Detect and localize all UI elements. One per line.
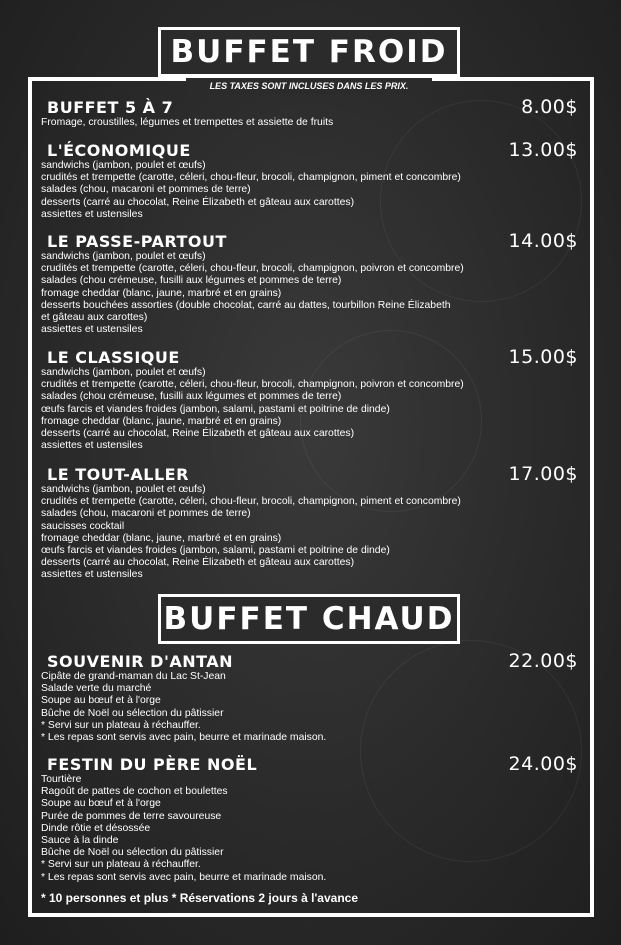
menu-item-price: 24.00$ — [508, 753, 578, 775]
description-line: salades (chou, macaroni et pommes de terre) — [41, 508, 251, 520]
description-line: * Servi sur un plateau à réchauffer. — [41, 719, 201, 731]
menu-item-description — [41, 484, 586, 582]
menu-item-passe-partout — [41, 232, 586, 336]
menu-item-title: SOUVENIR D'ANTAN — [47, 652, 234, 671]
menu-item-buffet-5-a-7 — [41, 98, 586, 129]
description-line: assiettes et ustensiles — [41, 324, 143, 336]
description-line: desserts (carré au chocolat, Reine Élizabeth et gâteau aux carottes) — [41, 196, 355, 208]
description-line: crudités et trempette (carotte, céleri, chou-fleur, brocoli, champignon, piment et concombre) — [41, 496, 461, 508]
menu-item-price: 8.00$ — [521, 96, 578, 118]
description-line: * Les repas sont servis avec pain, beurre et marinade maison. — [41, 871, 327, 883]
description-line: crudités et trempette (carotte, céleri, chou-fleur, brocoli, champignon, piment et concombre) — [41, 172, 461, 184]
menu-item-tout-aller — [41, 465, 586, 582]
menu-item-title: FESTIN DU PÈRE NOËL — [47, 755, 258, 774]
menu-item-description — [41, 251, 586, 336]
description-line: saucisses cocktail — [41, 520, 125, 532]
description-line: Sauce à la dinde — [41, 835, 119, 847]
menu-item-description — [41, 774, 586, 884]
menu-item-price: 22.00$ — [508, 650, 578, 672]
menu-item-economique — [41, 141, 586, 221]
description-line: * Servi sur un plateau à réchauffer. — [41, 859, 201, 871]
menu-item-description — [41, 160, 586, 221]
description-line: œufs farcis et viandes froides (jambon, salami, pastami et poitrine de dinde) — [41, 403, 390, 415]
description-line: Cipâte de grand-maman du Lac St-Jean — [41, 671, 226, 682]
description-line: salades (chou, macaroni et pommes de terre) — [41, 184, 251, 196]
description-line: desserts bouchées assorties (double chocolat, carré au dattes, tourbillon Reine Élizabeth — [41, 299, 451, 311]
description-line: fromage cheddar (blanc, jaune, marbré et en grains) — [41, 532, 282, 544]
menu-item-price: 15.00$ — [508, 346, 578, 368]
description-line: crudités et trempette (carotte, céleri, chou-fleur, brocoli, champignon, poivron et concombre) — [41, 379, 464, 391]
description-line: fromage cheddar (blanc, jaune, marbré et en grains) — [41, 287, 282, 299]
description-line: Tourtière — [41, 774, 82, 785]
description-line: desserts (carré au chocolat, Reine Élizabeth et gâteau aux carottes) — [41, 557, 355, 569]
menu-item-price: 17.00$ — [508, 463, 578, 485]
banner-buffet-chaud: BUFFET CHAUD — [158, 594, 460, 644]
description-line: assiettes et ustensiles — [41, 569, 143, 581]
description-line: sandwichs (jambon, poulet et œufs) — [41, 367, 206, 378]
description-line: Soupe au bœuf et à l'orge — [41, 798, 161, 810]
description-line: sandwichs (jambon, poulet et œufs) — [41, 251, 206, 262]
description-line: desserts (carré au chocolat, Reine Élizabeth et gâteau aux carottes) — [41, 428, 355, 440]
description-line: Ragoût de pattes de cochon et boulettes — [41, 786, 228, 798]
banner-buffet-froid: BUFFET FROID — [158, 27, 460, 77]
description-line: Bûche de Noël ou sélection du pâtissier — [41, 707, 224, 719]
menu-item-price: 13.00$ — [508, 139, 578, 161]
description-line: Soupe au bœuf et à l'orge — [41, 695, 161, 707]
menu-item-classique — [41, 348, 586, 452]
menu-item-title: LE PASSE-PARTOUT — [47, 232, 227, 251]
description-line: crudités et trempette (carotte, céleri, chou-fleur, brocoli, champignon, poivron et concombre) — [41, 263, 464, 275]
menu-item-title: LE TOUT-ALLER — [47, 465, 189, 484]
menu-item-title: LE CLASSIQUE — [47, 348, 180, 367]
menu-item-description — [41, 671, 586, 744]
description-line: assiettes et ustensiles — [41, 440, 143, 452]
menu-item-title: BUFFET 5 À 7 — [47, 98, 174, 117]
menu-item-souvenir-dantan — [41, 652, 586, 744]
description-line: salades (chou crémeuse, fusilli aux légumes et pommes de terre) — [41, 391, 342, 403]
description-line: sandwichs (jambon, poulet et œufs) — [41, 484, 206, 495]
description-line: salades (chou crémeuse, fusilli aux légumes et pommes de terre) — [41, 275, 342, 287]
menu-item-description — [41, 367, 586, 452]
taxes-note: LES TAXES SONT INCLUSES DANS LES PRIX. — [186, 78, 432, 94]
description-line: * Les repas sont servis avec pain, beurre et marinade maison. — [41, 732, 327, 744]
description-line: et gâteau aux carottes) — [41, 312, 148, 324]
description-line: sandwichs (jambon, poulet et œufs) — [41, 160, 206, 171]
description-line: Bûche de Noël ou sélection du pâtissier — [41, 847, 224, 859]
description-line: Fromage, croustilles, légumes et trempettes et assiette de fruits — [41, 117, 334, 128]
footer-note: * 10 personnes et plus * Réservations 2 jours à l'avance — [41, 891, 358, 905]
menu-item-title: L'ÉCONOMIQUE — [47, 141, 191, 160]
description-line: Purée de pommes de terre savoureuse — [41, 810, 222, 822]
menu-item-festin-du-pere-noel — [41, 755, 586, 884]
menu-item-price: 14.00$ — [508, 230, 578, 252]
description-line: Dinde rôtie et désossée — [41, 822, 151, 834]
description-line: assiettes et ustensiles — [41, 208, 143, 220]
description-line: fromage cheddar (blanc, jaune, marbré et en grains) — [41, 415, 282, 427]
menu-item-description — [41, 117, 586, 129]
description-line: Salade verte du marché — [41, 683, 152, 695]
description-line: œufs farcis et viandes froides (jambon, salami, pastami et poitrine de dinde) — [41, 545, 390, 557]
